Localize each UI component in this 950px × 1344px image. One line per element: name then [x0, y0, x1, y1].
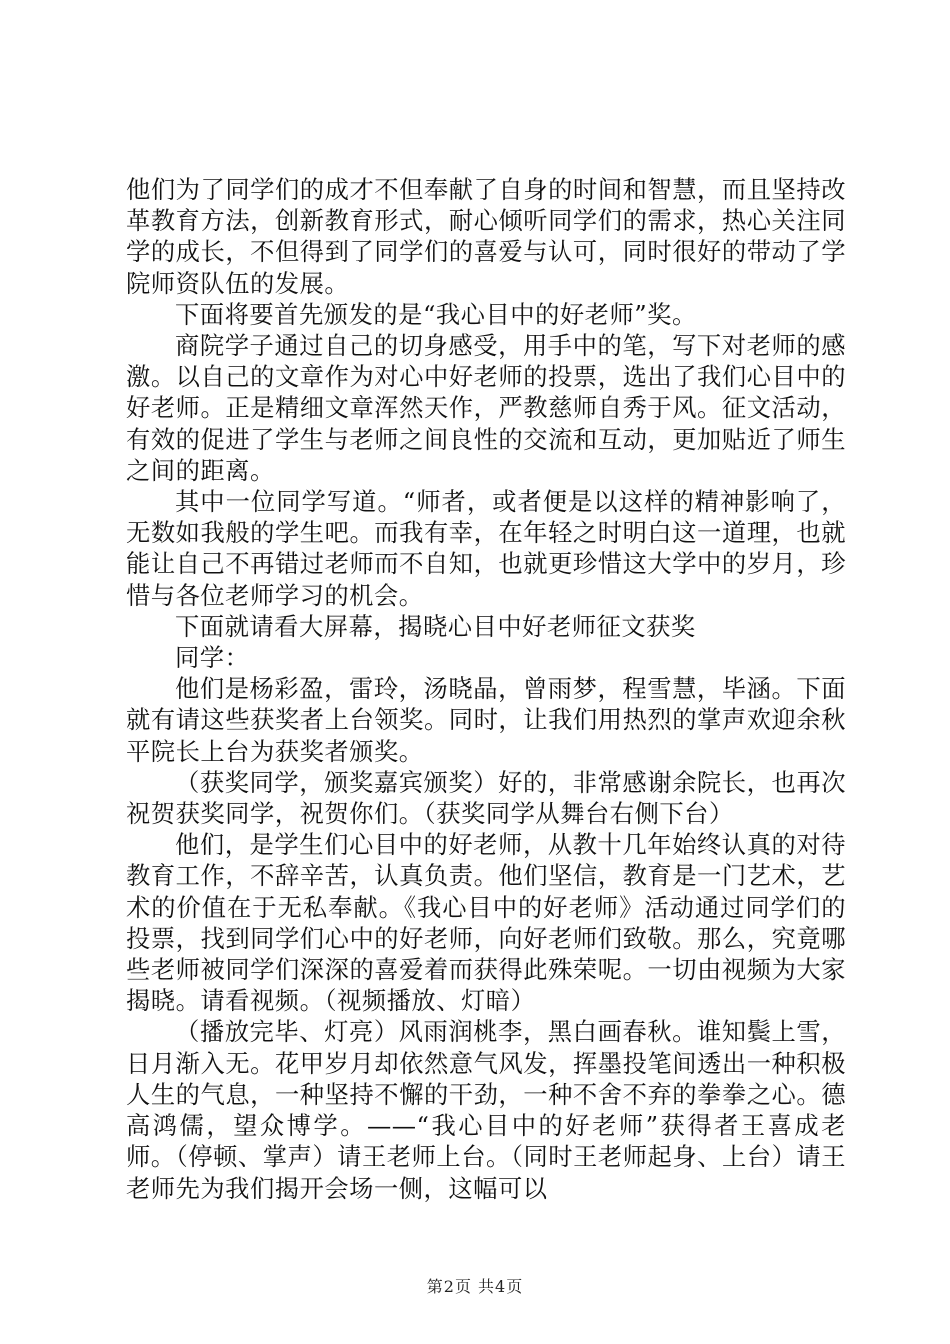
paragraph-7: 他们是杨彩盈，雷玲，汤晓晶，曾雨梦，程雪慧，毕涵。下面就有请这些获奖者上台领奖。同时，让我们用热烈的掌声欢迎余秋平院长上台为获奖者颁奖。 [126, 674, 846, 766]
paragraph-4: 其中一位同学写道。“师者，或者便是以这样的精神影响了，无数如我般的学生吧。而我有幸，在年轻之时明白这一道理，也就能让自己不再错过老师而不自知，也就更珍惜这大学中的岁月，珍惜与各位老师学习的机会。 [126, 487, 846, 610]
paragraph-9: 他们，是学生们心目中的好老师，从教十几年始终认真的对待教育工作，不辞辛苦，认真负责。他们坚信，教育是一门艺术，艺术的价值在于无私奉献。《我心目中的好老师》活动通过同学们的投票，找到同学们心中的好老师，向好老师们致敬。那么，究竟哪些老师被同学们深深的喜爱着而获得此殊荣呢。一切由视频为大家揭晓。请看视频。（视频播放、灯暗） [126, 830, 846, 1016]
paragraph-10: （播放完毕、灯亮）风雨润桃李，黑白画春秋。谁知鬓上雪，日月渐入无。花甲岁月却依然意气风发，挥墨投笔间透出一种积极人生的气息，一种坚持不懈的干劲，一种不舍不弃的拳拳之心。德高鸿儒，望众博学。——“我心目中的好老师”获得者王喜成老师。（停顿、掌声）请王老师上台。（同时王老师起身、上台）请王老师先为我们揭开会场一侧，这幅可以 [126, 1017, 846, 1203]
document-body [126, 174, 846, 1204]
paragraph-2: 下面将要首先颁发的是“我心目中的好老师”奖。 [175, 299, 697, 329]
paragraph-6: 同学： [175, 643, 250, 673]
paragraph-3: 商院学子通过自己的切身感受，用手中的笔，写下对老师的感激。以自己的文章作为对心中好老师的投票，选出了我们心目中的好老师。正是精细文章浑然天作，严教慈师自秀于风。征文活动，有效的促进了学生与老师之间良性的交流和互动，更加贴近了师生之间的距离。 [126, 331, 846, 485]
paragraph-1: 他们为了同学们的成才不但奉献了自身的时间和智慧，而且坚持改革教育方法，创新教育形式，耐心倾听同学们的需求，热心关注同学的成长，不但得到了同学们的喜爱与认可，同时很好的带动了学院师资队伍的发展。 [126, 175, 846, 298]
paragraph-8: （获奖同学，颁奖嘉宾颁奖）好的，非常感谢余院长，也再次祝贺获奖同学，祝贺你们。（获奖同学从舞台右侧下台） [126, 767, 846, 829]
paragraph-5: 下面就请看大屏幕，揭晓心目中好老师征文获奖 [175, 611, 696, 641]
page-footer: 第2页 共4页 [426, 1277, 524, 1296]
